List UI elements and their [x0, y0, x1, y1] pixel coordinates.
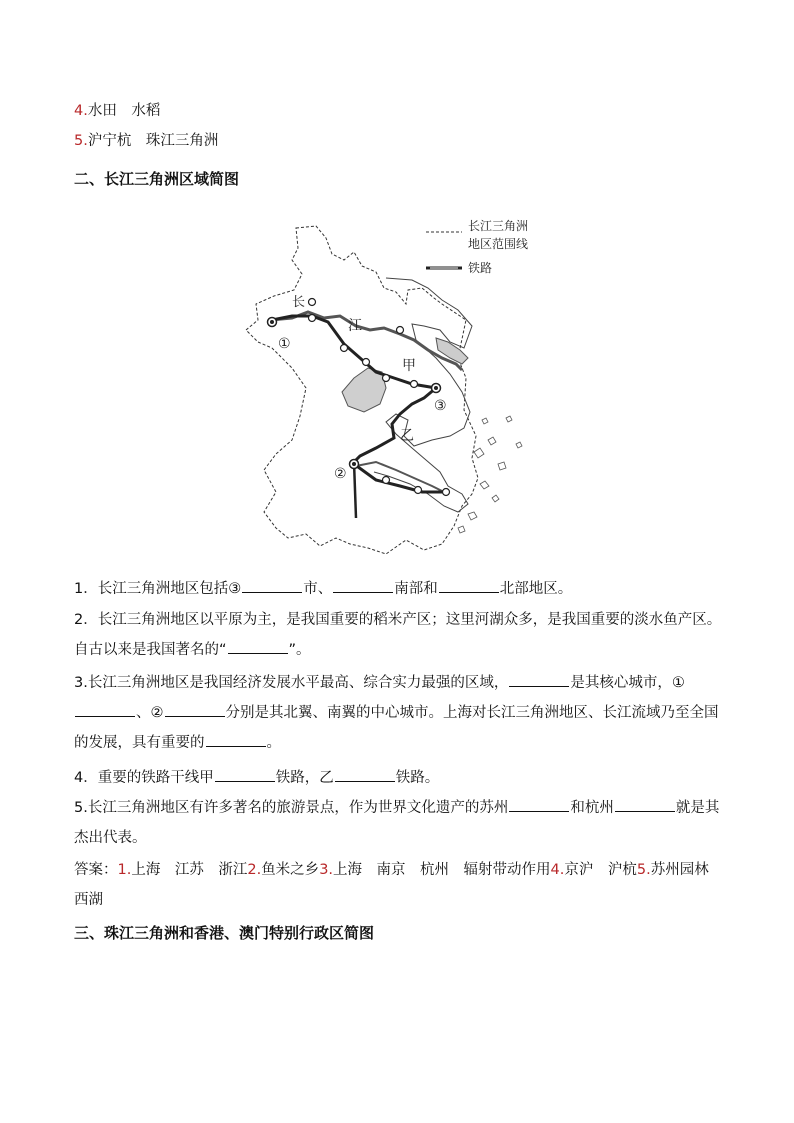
fill-blank[interactable]	[439, 578, 499, 593]
fill-blank[interactable]	[242, 578, 302, 593]
answer-text: 上海 南京 杭州 辐射带动作用	[333, 862, 551, 878]
map-label-3: ③	[434, 398, 447, 414]
answer-label: 答案：	[74, 862, 118, 878]
fill-blank[interactable]	[509, 672, 569, 687]
question-text: 。	[266, 735, 281, 751]
map-label-2: ②	[334, 466, 347, 482]
item-number: 5.	[74, 133, 88, 149]
map-legend	[426, 219, 528, 275]
question-text: 4．重要的铁路干线甲	[74, 770, 214, 786]
map-label-jia: 甲	[402, 358, 416, 374]
question-text: 和杭州	[570, 800, 614, 816]
answer-line-4	[74, 101, 160, 121]
fill-blank[interactable]	[165, 702, 225, 717]
item-number: 1.	[117, 862, 132, 878]
fill-blank[interactable]	[228, 639, 288, 654]
answer-text: 水田 水稻	[87, 103, 161, 119]
item-number: 5.	[636, 862, 651, 878]
legend-boundary-label-2: 地区范围线	[468, 237, 529, 251]
answer-key	[74, 855, 724, 915]
question-text: 5.长江三角洲地区有许多著名的旅游景点，作为世界文化遗产的苏州	[74, 800, 509, 816]
answer-text: 沪宁杭 珠江三角洲	[87, 133, 219, 149]
answer-text: 京沪 沪杭	[564, 862, 637, 878]
section-heading-yangtze: 二、长江三角洲区域简图	[74, 170, 240, 188]
question-text: 3.长江三角洲地区是我国经济发展水平最高、综合实力最强的区域，	[74, 675, 509, 691]
fill-blank[interactable]	[75, 702, 135, 717]
river-mouth-island	[436, 338, 468, 364]
question-text: 南部和	[394, 581, 438, 597]
fill-blank[interactable]	[333, 578, 393, 593]
yangtze-delta-map	[236, 208, 556, 562]
answer-text: 苏州园林 西湖	[74, 862, 724, 908]
offshore-islands	[458, 416, 522, 533]
question-5	[74, 793, 724, 853]
legend-boundary-label-1: 长江三角洲	[468, 219, 529, 233]
question-text: 北部地区。	[499, 581, 573, 597]
question-4	[74, 767, 439, 788]
fill-blank[interactable]	[615, 797, 675, 812]
item-number: 4.	[550, 862, 565, 878]
answer-text: 鱼米之乡	[261, 862, 320, 878]
map-label-chang: 长	[292, 295, 306, 310]
item-number: 4.	[74, 103, 88, 119]
railway-east	[354, 464, 446, 492]
question-text: 就是其杰出代表。	[74, 800, 720, 846]
answer-text: 上海 江苏 浙江	[131, 862, 248, 878]
question-text: 2．长江三角洲地区以平原为主，是我国重要的稻米产区；这里河湖众多，是我国重要的淡水鱼产区。自古以来是我国著名的“	[74, 612, 722, 658]
question-text: 、②	[136, 705, 164, 721]
railway-south	[354, 462, 356, 518]
answer-line-5	[74, 131, 218, 151]
map-label-yi: 乙	[400, 428, 414, 444]
question-text: 是其核心城市，①	[570, 675, 685, 691]
fill-blank[interactable]	[206, 732, 266, 747]
fill-blank[interactable]	[215, 767, 275, 782]
question-2	[74, 605, 724, 665]
map-label-jiang: 江	[348, 318, 362, 334]
item-number: 3.	[319, 862, 334, 878]
question-3	[74, 668, 724, 758]
question-text: 铁路。	[395, 770, 440, 786]
fill-blank[interactable]	[509, 797, 569, 812]
question-text: 铁路，乙	[275, 770, 334, 786]
question-text: 市、	[303, 581, 333, 597]
legend-rail-label: 铁路	[468, 261, 493, 275]
question-1	[74, 578, 572, 599]
fill-blank[interactable]	[335, 767, 395, 782]
item-number: 2.	[247, 862, 262, 878]
question-text: ”。	[288, 642, 311, 658]
coastline	[374, 278, 472, 512]
section-heading-pearl: 三、珠江三角洲和香港、澳门特别行政区简图	[74, 924, 375, 942]
question-text: 1．长江三角洲地区包括③	[74, 581, 242, 597]
question-text: 分别是其北翼、南翼的中心城市。上海对长江三角洲地区、长江流域乃至全国的发展，具有重要的	[74, 705, 719, 751]
map-label-1: ①	[278, 336, 291, 352]
